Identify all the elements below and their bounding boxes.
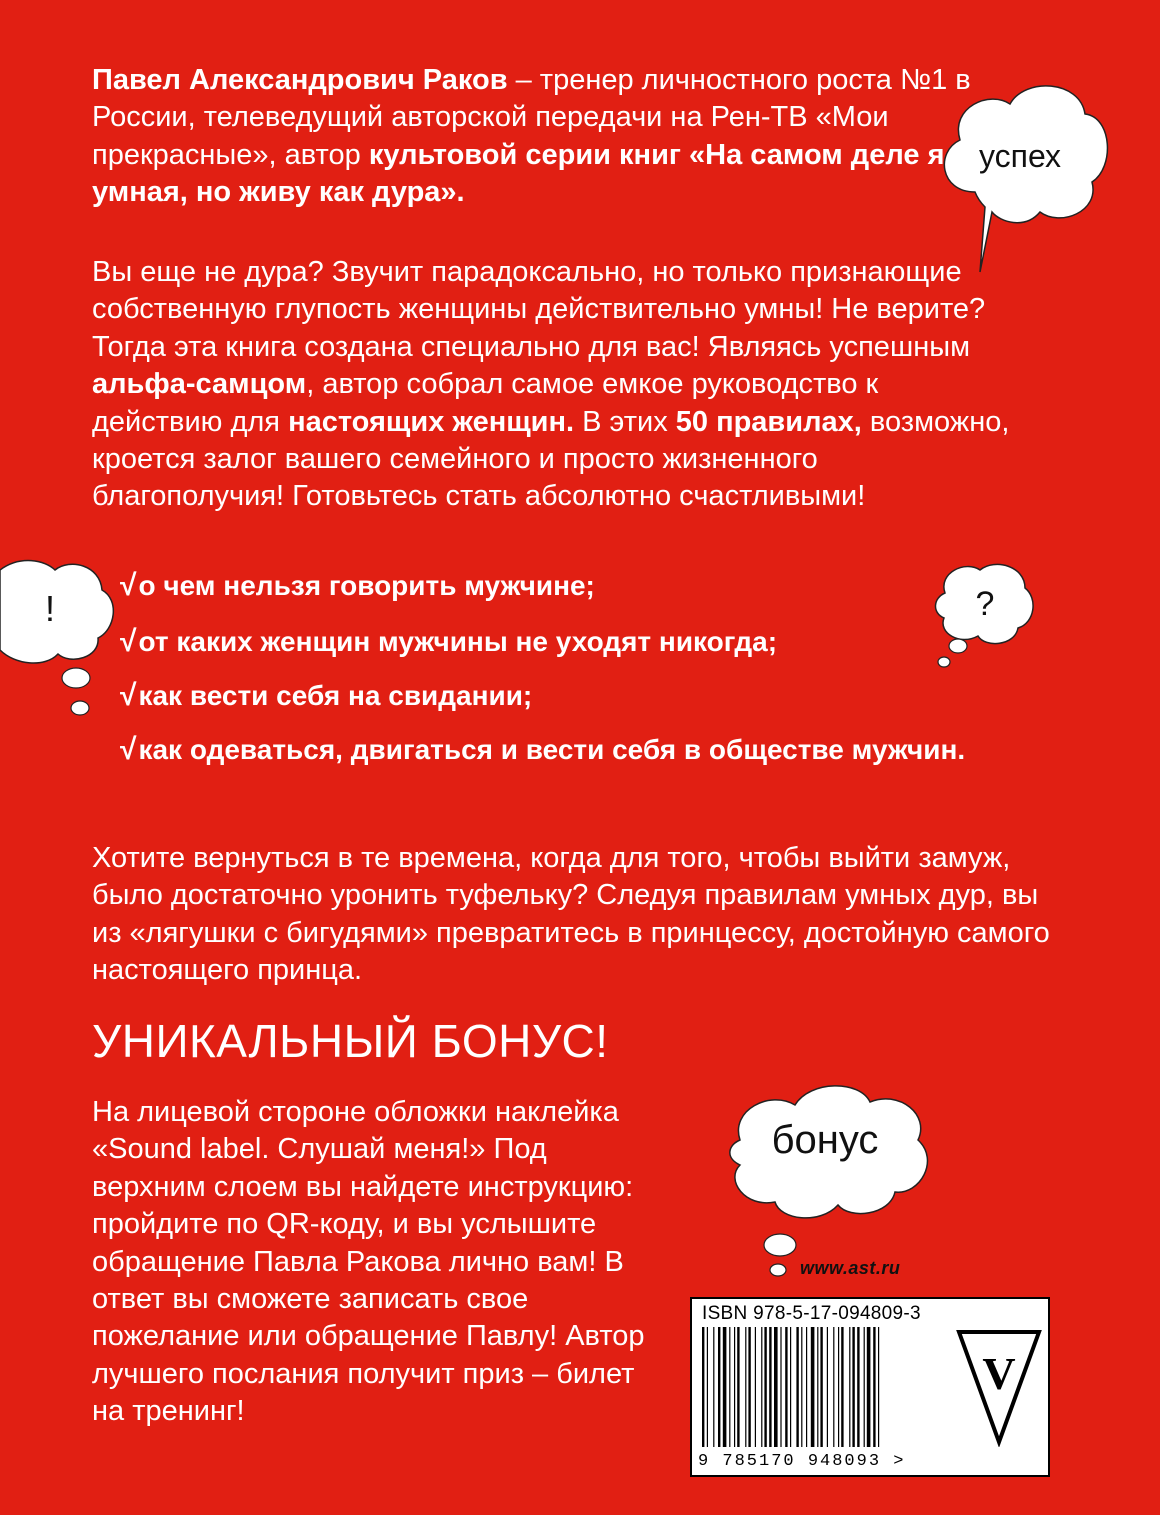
- bullet-item: [120, 622, 777, 662]
- bonus-text: На лицевой стороне обложки наклейка «Sound label. Слушай меня!» Под верхним слоем вы найдете инструкцию: пройдите по QR-коду, и вы услышите обращение Павла Ракова лично вам! В ответ вы сможете записать свое пожелание или обращение Павлу! Автор лучшего послания получит приз – билет на тренинг!: [92, 1096, 645, 1428]
- bullet-text: как одеваться, двигаться и вести себя в обществе мужчин.: [138, 734, 966, 765]
- isbn-label: ISBN 978-5-17-094809-3: [702, 1303, 921, 1324]
- bullet-text: как вести себя на свидании;: [138, 680, 533, 711]
- bullet-text: от каких женщин мужчины не уходят никогда;: [138, 626, 778, 657]
- bonus-heading: УНИКАЛЬНЫЙ БОНУС!: [92, 1015, 609, 1067]
- cloud-label-exclaim: !: [44, 588, 55, 629]
- barcode-bars: [700, 1327, 950, 1452]
- desc-bold-2: настоящих женщин.: [288, 405, 575, 438]
- author-name: Павел Александрович Раков: [92, 64, 508, 96]
- thought-cloud-bonus: [720, 1080, 940, 1280]
- bullet-item: [92, 730, 992, 770]
- desc-text-1: Вы еще не дура? Звучит парадоксально, но только признающие собственную глупость женщины действительно умны! Не верите? Тогда эта книга создана специально для вас! Являясь успешным: [92, 256, 986, 363]
- isbn-barcode: [690, 1297, 1050, 1477]
- cloud-label-question: ?: [975, 585, 995, 623]
- intro-text: – тренер личностного роста №1 в России, телеведущий авторской передачи на Рен-ТВ «Мои прекрасные», автор: [92, 64, 971, 171]
- book-description: [92, 254, 1012, 516]
- desc-text-2: , автор собрал самое емкое руководство к действию для: [92, 368, 879, 438]
- check-icon: √: [120, 733, 137, 766]
- bullet-item: [120, 566, 595, 606]
- series-title: культовой серии книг «На самом деле я умная, но живу как дура».: [92, 138, 945, 209]
- barcode-digits: 9 785170 948093 >: [698, 1452, 906, 1471]
- cloud-label-success: успех: [978, 138, 1062, 174]
- check-icon: √: [120, 625, 137, 658]
- desc-bold-3: 50 правилах,: [675, 405, 862, 438]
- logo-letter: V: [982, 1348, 1016, 1399]
- publisher-site: www.ast.ru: [800, 1258, 901, 1278]
- bullet-text: о чем нельзя говорить мужчине;: [138, 570, 595, 601]
- desc-bold-1: альфа-самцом: [92, 368, 307, 401]
- thought-cloud-exclaim: [0, 550, 120, 720]
- desc-text-4: возможно, кроется залог вашего семейного и просто жизненного благополучия! Готовьтесь стать абсолютно счастливыми!: [92, 405, 1010, 513]
- publisher-logo-icon: [954, 1327, 1044, 1447]
- desc-text-3: В этих: [574, 405, 676, 438]
- check-icon: √: [120, 679, 137, 712]
- bullet-item: [120, 676, 532, 716]
- cloud-label-bonus: бонус: [771, 1118, 879, 1162]
- check-icon: √: [120, 569, 137, 602]
- closing-paragraph: Хотите вернуться в те времена, когда для того, чтобы выйти замуж, было достаточно уронить туфельку? Следуя правилам умных дур, вы из «лягушки с бигудями» превратитесь в принцессу, достойную самого настоящего принца.: [92, 842, 1050, 987]
- author-intro: [92, 62, 972, 212]
